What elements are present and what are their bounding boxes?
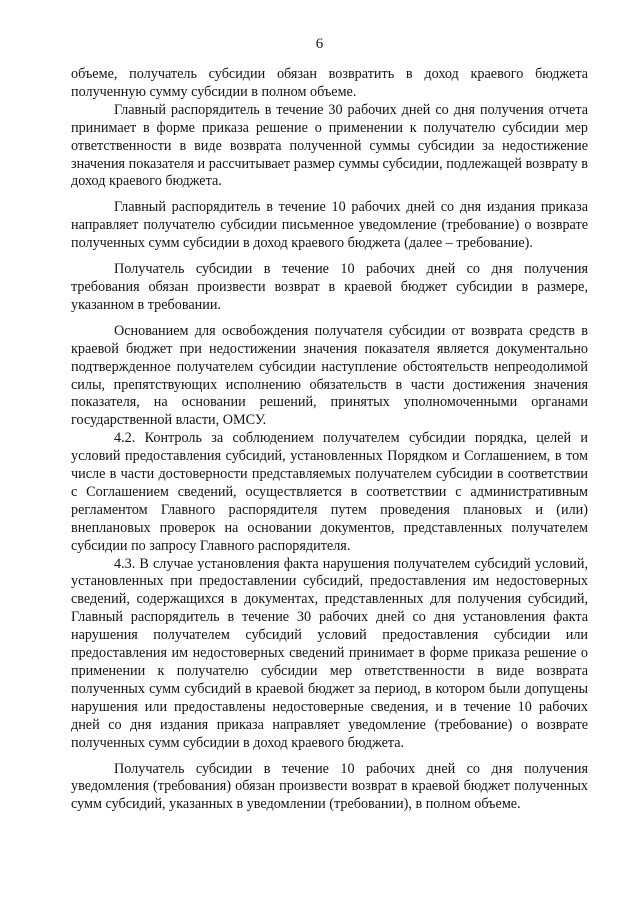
- paragraph: объеме, получатель субсидии обязан возвратить в доход краевого бюджета полученную сумму субсидии в полном объеме.: [71, 66, 588, 100]
- page-number: 6: [315, 36, 324, 52]
- paragraph: 4.2. Контроль за соблюдением получателем субсидии порядка, целей и условий предоставления субсидий, установленных Порядком и Соглашением, в том числе в части достоверности представляемых получателем субсидии в соответствии с Соглашением сведений, осуществляется в соответствии с административным регламентом Главного распорядителя путем проведения плановых и (или) внеплановых проверок на основании документов, представленных получателем субсидии по запросу Главного распорядителя.: [71, 430, 588, 554]
- paragraph: Получатель субсидии в течение 10 рабочих дней со дня получения уведомления (требования) обязан произвести возврат в краевой бюджет полученных сумм субсидий, указанных в уведомлении (требовании), в полном объеме.: [71, 760, 588, 813]
- paragraph: Получатель субсидии в течение 10 рабочих дней со дня получения требования обязан произвести возврат в краевой бюджет субсидии в размере, указанном в требовании.: [71, 261, 588, 313]
- paragraph: 4.3. В случае установления факта нарушения получателем субсидий условий, установленных при предоставлении субсидий, предоставления им недостоверных сведений, содержащихся в документах, представленных для получения субсидий, Главный распорядитель в течение 30 рабочих дней со дня установления факта нарушения получателем субсидий условий предоставления субсидии или предоставления им недостоверных сведений принимает в форме приказа решение о применении к получателю субсидии мер ответственности в виде возврата полученных сумм субсидий в краевой бюджет за период, в котором были допущены нарушения или предоставлены недостоверные сведения, и в течение 10 рабочих дней со дня издания приказа направляет уведомление (требование) о возврате полученных сумм субсидии в доход краевого бюджета.: [71, 555, 588, 751]
- paragraph: Основанием для освобождения получателя субсидии от возврата средств в краевой бюджет при недостижении значения показателя является документально подтвержденное получателем субсидии наступление обстоятельств непреодолимой силы, препятствующих исполнению обязательств в части достижения значения показателя, на основании решений, принятых уполномоченными органами государственной власти, ОМСУ.: [71, 322, 588, 429]
- document-body: [71, 66, 588, 814]
- paragraph: Главный распорядитель в течение 10 рабочих дней со дня издания приказа направляет получателю субсидии письменное уведомление (требование) о возврате полученных сумм субсидии в доход краевого бюджета (далее – требование).: [71, 199, 588, 252]
- paragraph: Главный распорядитель в течение 30 рабочих дней со дня получения отчета принимает в форме приказа решение о применении к получателю субсидии мер ответственности в виде возврата полученной суммы субсидии за недостижение значения показателя и рассчитывает размер суммы субсидии, подлежащей возврату в доход краевого бюджета.: [71, 101, 588, 190]
